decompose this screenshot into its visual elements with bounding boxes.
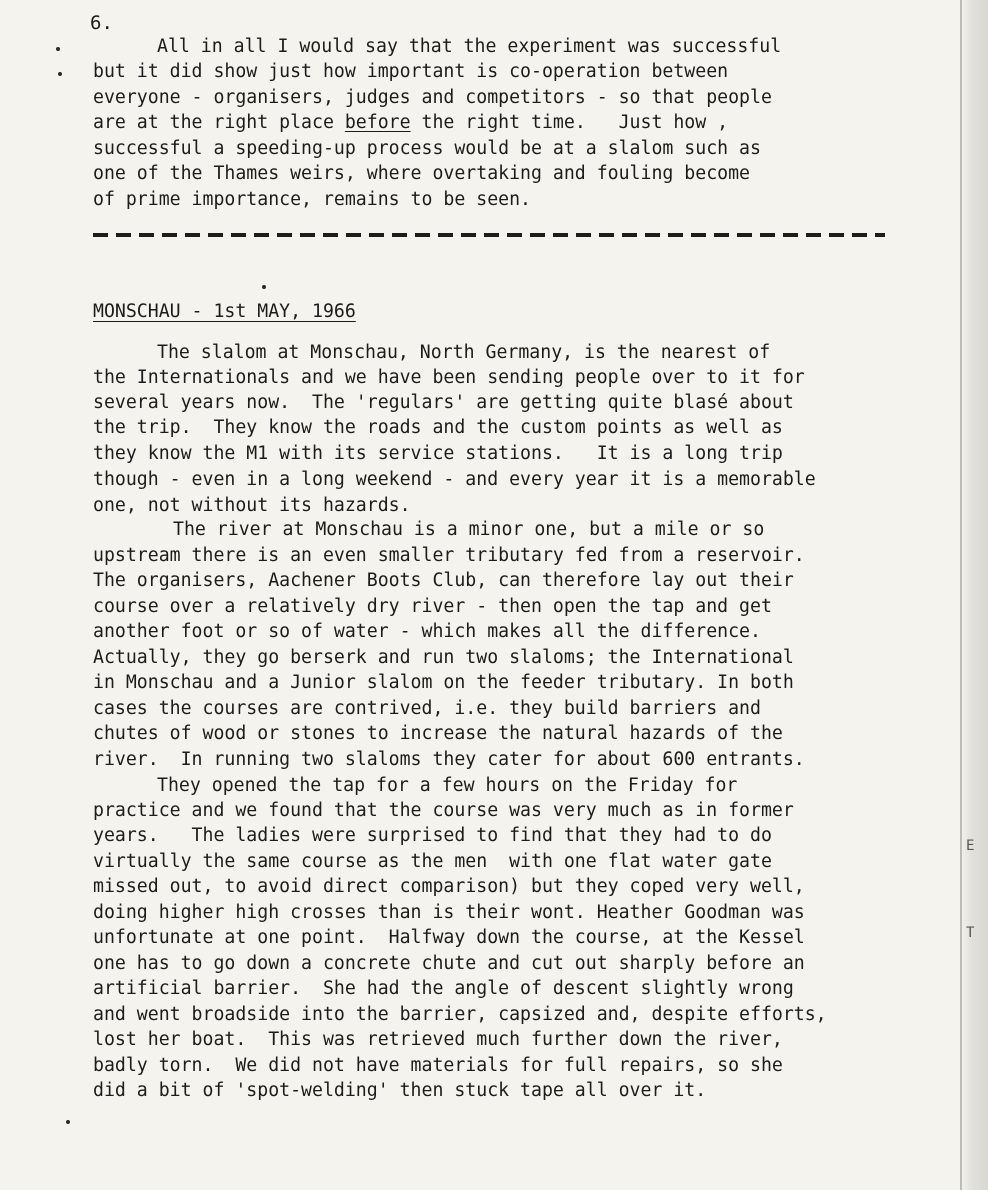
text-line: missed out, to avoid direct comparison) but they coped very well, [93, 876, 805, 897]
text-line: another foot or so of water - which makes all the difference. [93, 621, 761, 642]
text-span: are at the right place [93, 112, 334, 133]
margin-dot [262, 285, 266, 289]
page-edge-line [960, 0, 962, 1190]
text-line: chutes of wood or stones to increase the natural hazards of the [93, 723, 783, 744]
text-line: several years now. The 'regulars' are getting quite blasé about [93, 392, 794, 413]
text-span: the right time. Just how , [421, 112, 729, 133]
text-line: badly torn. We did not have materials for full repairs, so she [93, 1055, 783, 1076]
text-line: the trip. They know the roads and the custom points as well as [93, 417, 783, 438]
text-line: one of the Thames weirs, where overtaking and fouling become [93, 163, 750, 184]
text-line: they know the M1 with its service stations. It is a long trip [93, 443, 783, 464]
margin-dot [58, 72, 62, 76]
margin-dot [56, 47, 60, 51]
text-line: the Internationals and we have been sending people over to it for [93, 367, 805, 388]
page-edge-shadow [960, 0, 988, 1190]
text-line: The organisers, Aachener Boots Club, can therefore lay out their [93, 570, 794, 591]
text-line: artificial barrier. She had the angle of descent slightly wrong [93, 978, 794, 999]
text-line: Actually, they go berserk and run two slaloms; the International [93, 647, 794, 668]
section-heading: MONSCHAU - 1st MAY, 1966 [93, 301, 356, 322]
text-line: successful a speeding-up process would be at a slalom such as [93, 138, 761, 159]
text-line: of prime importance, remains to be seen. [93, 189, 531, 210]
text-line: river. In running two slaloms they cater for about 600 entrants. [93, 749, 805, 770]
text-line: virtually the same course as the men with one flat water gate [93, 851, 772, 872]
section-divider [93, 233, 885, 237]
text-line: in Monschau and a Junior slalom on the feeder tributary. In both [93, 672, 794, 693]
text-line: course over a relatively dry river - then open the tap and get [93, 596, 772, 617]
text-line: cases the courses are contrived, i.e. they build barriers and [93, 698, 761, 719]
text-line: practice and we found that the course was very much as in former [93, 800, 794, 821]
text-line: one, not without its hazards. [93, 495, 411, 516]
emphasis-underline: before [344, 112, 411, 133]
text-line: doing higher high crosses than is their wont. Heather Goodman was [93, 902, 805, 923]
text-line: The slalom at Monschau, North Germany, is the nearest of [157, 342, 771, 363]
margin-dot [66, 1120, 70, 1124]
text-line: upstream there is an even smaller tributary fed from a reservoir. [93, 545, 805, 566]
text-line: unfortunate at one point. Halfway down the course, at the Kessel [93, 927, 805, 948]
text-line: All in all I would say that the experiment was successful [157, 36, 782, 57]
text-line: The river at Monschau is a minor one, but a mile or so [173, 519, 765, 540]
text-line: years. The ladies were surprised to find that they had to do [93, 825, 772, 846]
text-line: though - even in a long weekend - and every year it is a memorable [93, 469, 816, 490]
text-line [93, 110, 728, 135]
page-number: 6. [90, 12, 113, 34]
margin-mark: T [966, 925, 975, 941]
text-line: lost her boat. This was retrieved much further down the river, [93, 1029, 783, 1050]
text-line: but it did show just how important is co-operation between [93, 61, 729, 82]
text-line: one has to go down a concrete chute and cut out sharply before an [93, 953, 805, 974]
margin-mark: E [966, 838, 975, 854]
text-line: They opened the tap for a few hours on the Friday for [157, 775, 738, 796]
text-line: everyone - organisers, judges and competitors - so that people [93, 87, 772, 108]
text-line: and went broadside into the barrier, capsized and, despite efforts, [93, 1004, 827, 1025]
text-line: did a bit of 'spot-welding' then stuck tape all over it. [93, 1080, 707, 1101]
